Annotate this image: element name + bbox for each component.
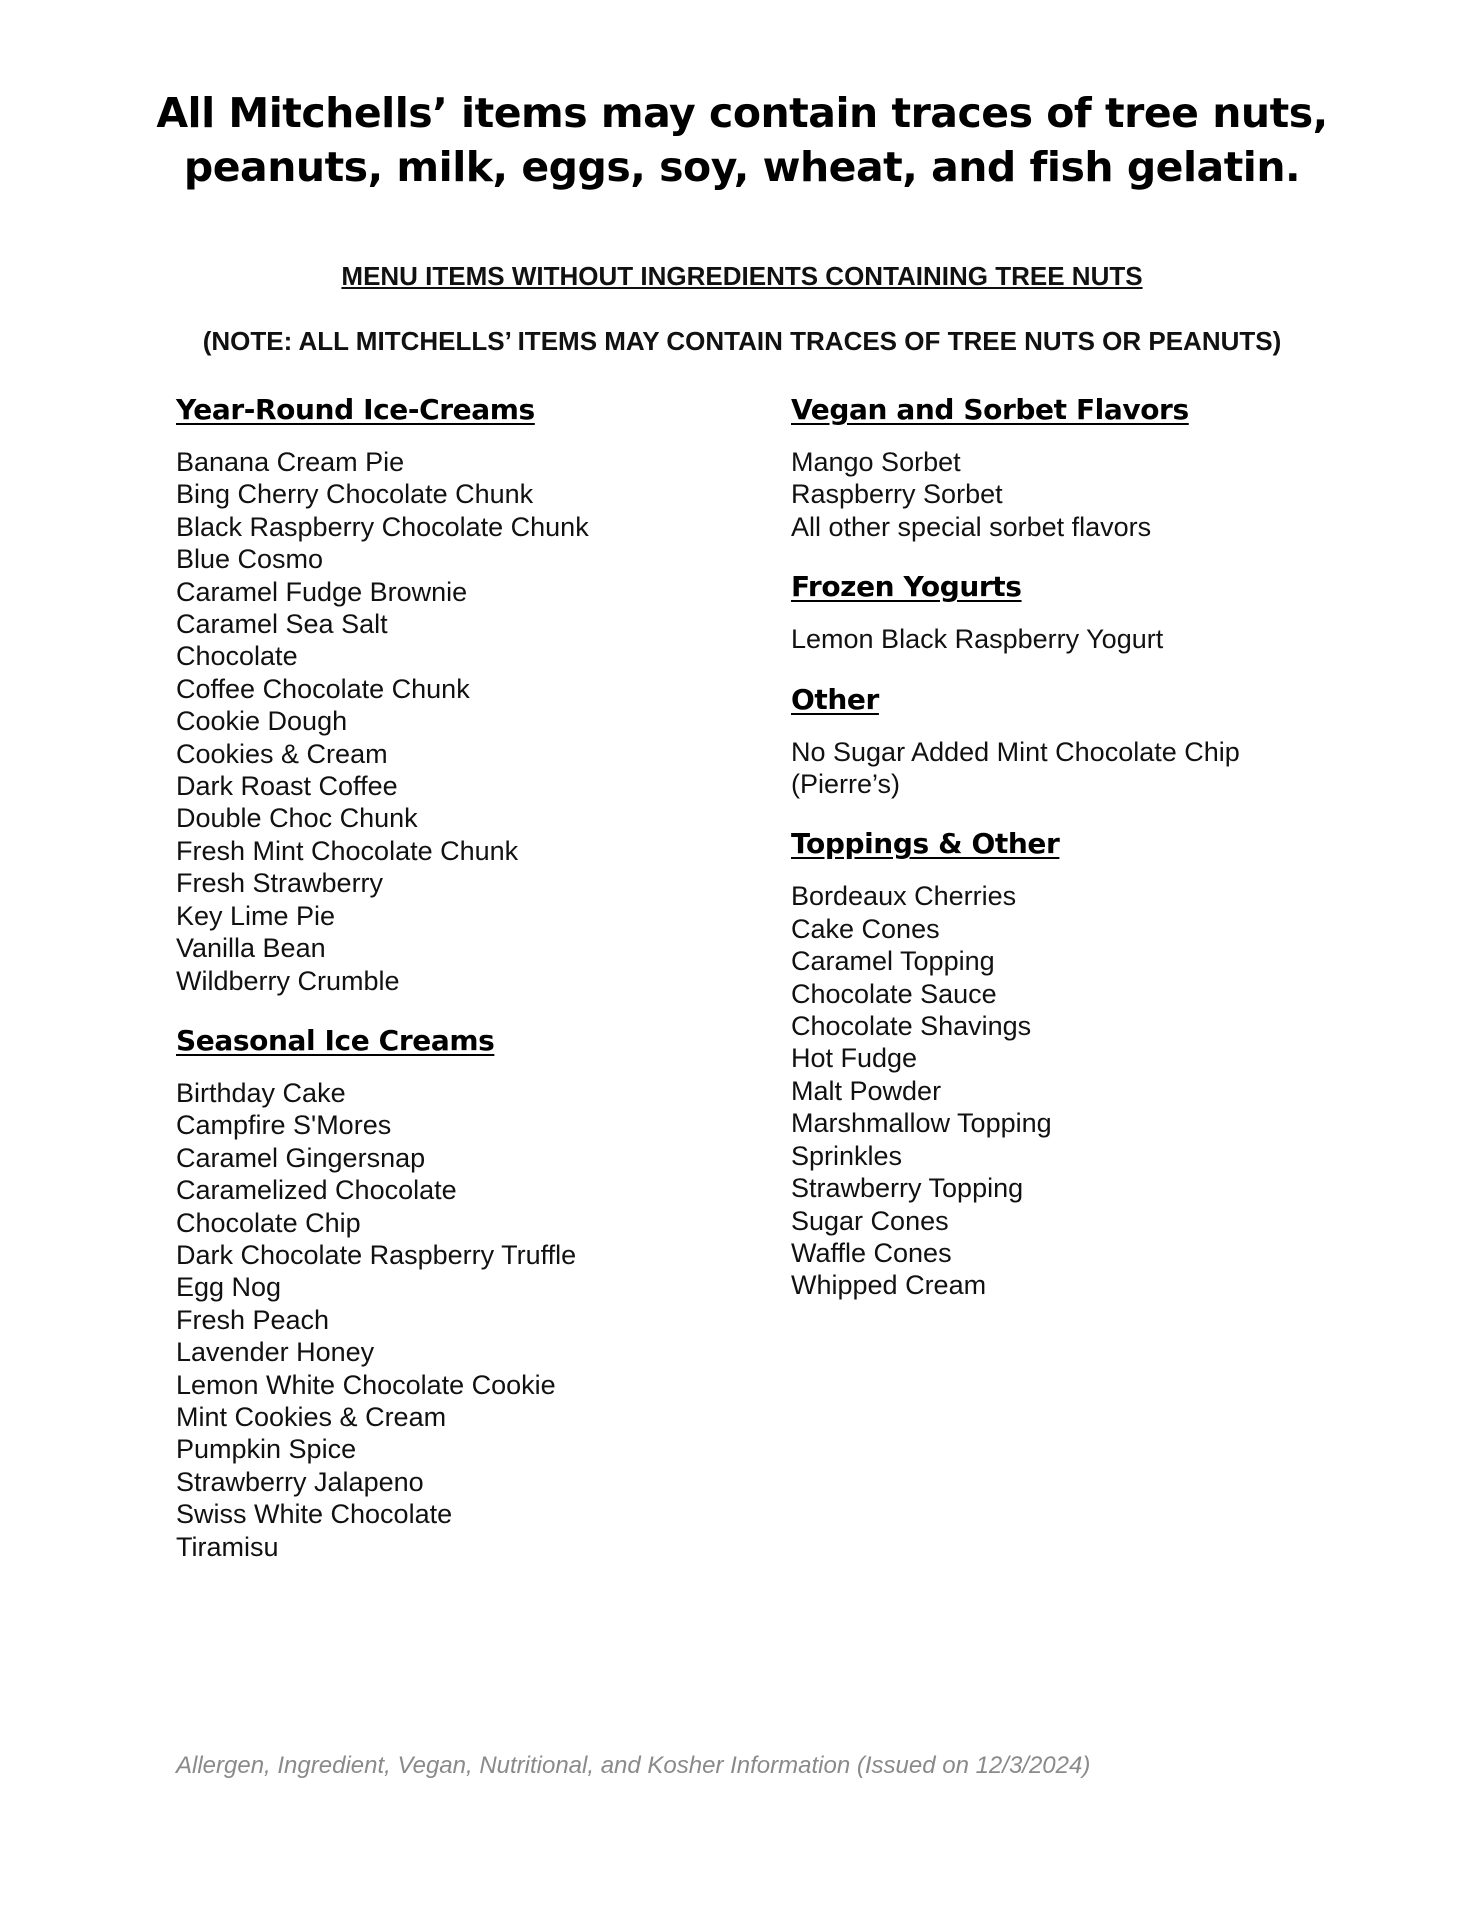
list-item: Raspberry Sorbet <box>791 479 1003 510</box>
list-item: Campfire S'Mores <box>176 1110 392 1141</box>
list-item: Tiramisu <box>176 1531 279 1562</box>
section-other <box>791 682 1351 801</box>
list-item: Cookie Dough <box>176 706 348 737</box>
list-item: Bordeaux Cherries <box>791 881 1017 912</box>
list-item: Sprinkles <box>791 1140 903 1171</box>
item-list <box>176 1077 776 1563</box>
list-item: Wildberry Crumble <box>176 965 400 996</box>
list-item: No Sugar Added Mint Chocolate Chip <box>791 736 1240 767</box>
list-item: Swiss White Chocolate <box>176 1499 453 1530</box>
section-seasonal-ice-creams <box>176 1023 776 1563</box>
list-item: Key Lime Pie <box>176 900 336 931</box>
item-list <box>791 446 1351 543</box>
list-item: Birthday Cake <box>176 1077 346 1108</box>
warning-line-2: peanuts, milk, eggs, soy, wheat, and fish gelatin. <box>183 143 1301 191</box>
list-item: Vanilla Bean <box>176 933 326 964</box>
list-item: Lavender Honey <box>176 1337 375 1368</box>
list-item: Egg Nog <box>176 1272 282 1303</box>
list-item: Pumpkin Spice <box>176 1434 357 1465</box>
list-item: Cookies & Cream <box>176 738 388 769</box>
left-column <box>176 392 776 1589</box>
list-item: Coffee Chocolate Chunk <box>176 673 470 704</box>
list-item: Sugar Cones <box>791 1205 949 1236</box>
section-year-round-ice-creams <box>176 392 776 997</box>
list-item: Chocolate Chip <box>176 1207 361 1238</box>
section-toppings-other <box>791 826 1351 1301</box>
list-item: Double Choc Chunk <box>176 803 418 834</box>
section-frozen-yogurts <box>791 569 1351 655</box>
list-item: Hot Fudge <box>791 1043 918 1074</box>
list-item: Marshmallow Topping <box>791 1108 1052 1139</box>
section-title: Toppings & Other <box>791 827 1060 861</box>
item-list <box>791 880 1351 1301</box>
warning-line-1: All Mitchells’ items may contain traces of tree nuts, <box>156 89 1328 137</box>
list-item: Malt Powder <box>791 1075 942 1106</box>
list-item: Mint Cookies & Cream <box>176 1401 447 1432</box>
list-item: Caramelized Chocolate <box>176 1175 457 1206</box>
list-item: Chocolate <box>176 641 298 672</box>
list-item: Fresh Mint Chocolate Chunk <box>176 835 519 866</box>
list-item: Strawberry Jalapeno <box>176 1466 424 1497</box>
section-title: Seasonal Ice Creams <box>176 1023 495 1057</box>
list-item: Lemon White Chocolate Cookie <box>176 1369 556 1400</box>
list-item: Lemon Black Raspberry Yogurt <box>791 624 1164 655</box>
list-item: Caramel Fudge Brownie <box>176 576 468 607</box>
list-item: Dark Chocolate Raspberry Truffle <box>176 1239 577 1270</box>
section-title: Vegan and Sorbet Flavors <box>791 393 1189 426</box>
section-vegan-and-sorbet-flavors <box>791 392 1351 543</box>
list-item: Mango Sorbet <box>791 447 961 477</box>
section-title: Frozen Yogurts <box>791 570 1022 604</box>
document-footer: Allergen, Ingredient, Vegan, Nutritional, and Kosher Information (Issued on 12/3/2024) <box>176 1752 1091 1779</box>
item-list <box>791 623 1351 655</box>
item-list <box>176 446 776 997</box>
section-title: Year-Round Ice-Creams <box>176 393 535 426</box>
list-item: Dark Roast Coffee <box>176 771 398 802</box>
list-item: Black Raspberry Chocolate Chunk <box>176 511 589 542</box>
trace-note: (NOTE: ALL MITCHELLS’ ITEMS MAY CONTAIN TRACES OF TREE NUTS OR PEANUTS) <box>202 326 1282 356</box>
list-item: Chocolate Shavings <box>791 1011 1032 1042</box>
list-item: Banana Cream Pie <box>176 447 405 477</box>
list-item: Caramel Gingersnap <box>176 1142 426 1173</box>
list-item: Caramel Sea Salt <box>176 609 388 640</box>
list-item: All other special sorbet flavors <box>791 511 1152 542</box>
list-item: Waffle Cones <box>791 1237 952 1268</box>
list-item: (Pierre’s) <box>791 769 901 800</box>
list-item: Chocolate Sauce <box>791 978 997 1009</box>
section-title: Other <box>791 682 879 716</box>
list-item: Cake Cones <box>791 913 940 944</box>
list-item: Caramel Topping <box>791 946 995 977</box>
list-item: Strawberry Topping <box>791 1173 1024 1204</box>
list-item: Fresh Peach <box>176 1304 330 1335</box>
item-list <box>791 736 1351 801</box>
right-column <box>791 392 1351 1328</box>
list-item: Fresh Strawberry <box>176 868 384 899</box>
list-item: Blue Cosmo <box>176 544 324 575</box>
list-item: Bing Cherry Chocolate Chunk <box>176 479 534 510</box>
list-item: Whipped Cream <box>791 1270 987 1301</box>
allergen-warning-heading <box>0 86 1484 194</box>
menu-subheading: MENU ITEMS WITHOUT INGREDIENTS CONTAINING TREE NUTS <box>341 261 1143 291</box>
